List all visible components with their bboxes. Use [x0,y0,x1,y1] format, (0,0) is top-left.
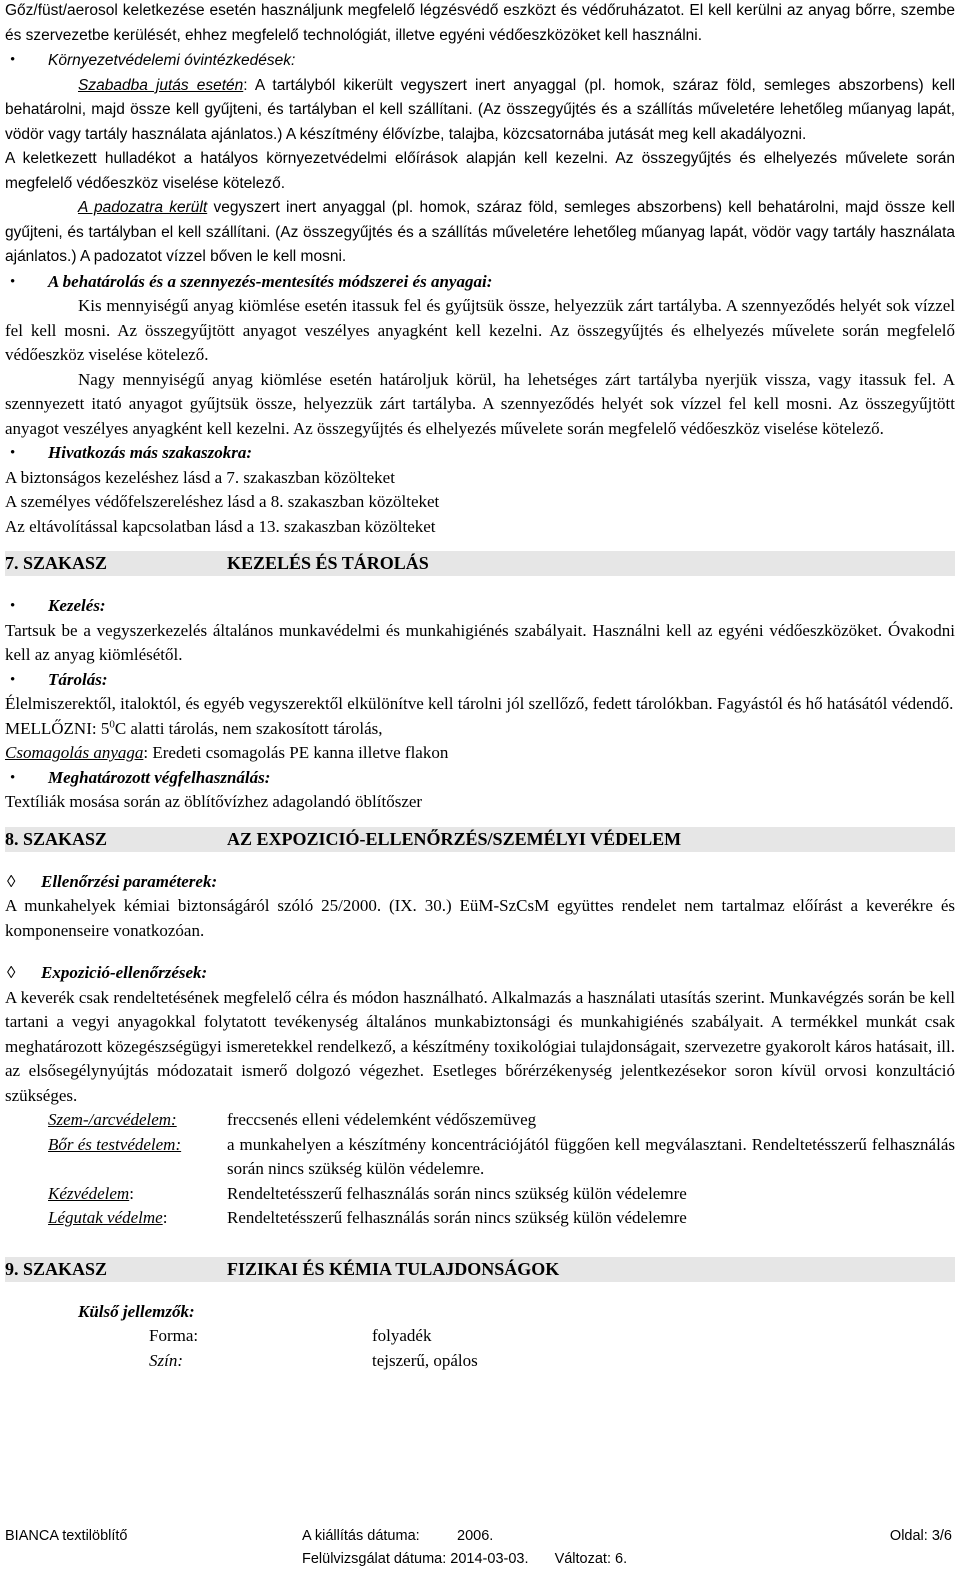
respiratory-protection-row [5,1206,955,1231]
section-8-title: AZ EXPOZICIÓ-ELLENŐRZÉS/SZEMÉLYI VÉDELEM [227,828,682,849]
control-params-title: Ellenőrzési paraméterek: [41,871,218,891]
respiratory-protection-label-wrap [48,1206,227,1231]
env-release-text: A tartályból kikerült vegyszert inert anyaggal (pl. homok, száraz föld, semleges abszorbens) kell behatárolni, majd össze kell gyűjteni, és tartályban el kell szállítani. (Az összegyűjtés és a szállítás műveletére lehetőleg műanyag lapát, vödör vagy tartály használata ajánlatos.) A készítmény élővízbe, talajba, közcsatornába jutását meg kell akadályozni. [5,76,956,143]
exposure-controls-text: A keverék csak rendeltetésének megfelelő célra és módon használható. Alkalmazás a használati utasítás szerint. Munkavégzés során be kell tartani a vegyi anyagokkal folytatott tevékenység általános munkabiztonsági és munkahigiénés szabályait. A termékkel munkát csak meghatározott közegészségügyi ismeretekkel rendelkező, a készítmény toxikológiai tulajdonságait, szervezetre gyakorolt káros hatásait, ill. az elsősegélynyújtás módozatait ismerő dolgozó végezhet. Esetleges bőrérzékenység jelentkezésekor soron kívül orvosi konzultáció szükséges. [5,987,955,1105]
references-bullet [5,441,955,466]
page-footer [5,1525,952,1571]
hand-protection-row [5,1182,955,1207]
packaging-line [5,741,955,766]
color-value: tejszerű, opálos [372,1350,478,1370]
footer-page-number: Oldal: 3/6 [889,1528,952,1544]
color-label: Szín: [149,1350,183,1370]
storage-text: Élelmiszerektől, italoktól, és egyéb vegyszerektől elkülönítve kell tárolni jól szellőző, fedett tárolókban. Fagyástól és hő hatásától védendő. [5,694,954,713]
form-row [5,1324,955,1349]
section-7-heading [5,551,955,576]
avoid-suffix: C alatti tárolás, nem szakosított tárolás, [114,718,383,738]
section-9-title: FIZIKAI ÉS KÉMIA TULAJDONSÁGOK [227,1258,560,1279]
containment-small-paragraph: Kis mennyiségű anyag kiömlése esetén itassuk fel és gyűjtsük össze, helyezzük zárt tartályba. A szennyeződés helyét sok vízzel fel kell mosni. Az összegyűjtött anyagot veszélyes anyagként kell kezelni. Az összegyűjtés és elhelyezés művelete során megfelelő védőeszköz viselése kötelező. [5,296,955,364]
eye-protection-label: Szem-/arcvédelem: [48,1110,177,1129]
indent-cell [79,1349,149,1374]
form-value: folyadék [372,1326,432,1345]
end-use-title: Meghatározott végfelhasználás: [48,767,271,787]
env-release-colon: : [243,76,248,94]
reference-line: A személyes védőfelszereléshez lásd a 8. szakaszban közölteket [5,492,440,511]
respiratory-protection-colon: : [162,1208,168,1227]
control-params-text: A munkahelyek kémiai biztonságáról szóló 25/2000. (IX. 30.) EüM-SzCsM együttes rendelet nem tartalmaz előírást a keverékre és komponenseire vonatkozóan. [5,896,955,940]
exposure-controls-item [5,961,955,986]
footer-review-date: Felülvizsgálat dátuma: 2014-03-03. [302,1551,529,1567]
env-precautions-bullet [5,48,955,74]
containment-title: A behatárolás és a szennyezés-mentesítés módszerei és anyagai: [48,271,493,291]
containment-bullet [5,270,955,295]
packaging-label: Csomagolás anyaga [5,743,144,762]
end-use-text: Textíliák mosása során az öblítővízhez adagolandó öblítőszer [5,792,423,811]
eye-protection-text: freccsenés elleni védelemként védőszemüveg [227,1110,537,1129]
env-release-label: Szabadba jutás esetén [78,76,244,94]
section-9-number: 9. SZAKASZ [5,1258,108,1279]
containment-large-paragraph: Nagy mennyiségű anyag kiömlése esetén határoljuk körül, ha lehetséges zárt tartályba nyerjük vissza, vagy itassuk fel. A szennyezett itató anyagot gyűjtsük össze, helyezzük zárt tartályba. A szennyeződés helyét sok vízzel fel kell mosni. Az összegyűjtött anyagot veszélyes anyagként kell kezelni. Az összegyűjtés és elhelyezés művelete során megfelelő védőeszköz viselése kötelező. [5,369,955,438]
form-label: Forma: [149,1326,199,1345]
packaging-text: : Eredeti csomagolás PE kanna illetve flakon [143,743,449,762]
footer-product: BIANCA textilöblítő [5,1528,128,1544]
floor-text: vegyszert inert anyaggal (pl. homok, száraz föld, semleges abszorbens) kell behatárolni, majd össze kell gyűjteni, és tartályban el kell szállítani. (Az összegyűjtés és a szállítás műveletére lehetőleg műanyag lapát, vödör vagy tartály használata ajánlatos.) A padozatot vízzel bőven le kell mosni. [5,199,956,265]
exposure-controls-title: Expozició-ellenőrzések: [41,963,208,982]
respiratory-protection-text: Rendeltetésszerű felhasználás során nincs szükség külön védelemre [227,1208,687,1227]
section-7-number: 7. SZAKASZ [5,553,108,573]
handling-text: Tartsuk be a vegyszerkezelés általános munkavédelmi és munkahigiénés szabályait. Használni kell az egyéni védőeszközöket. Óvakodni kell az anyag kiömlésétől. [5,620,955,664]
skin-protection-row [5,1133,955,1182]
avoid-superscript: 0 [109,717,115,730]
env-release-paragraph [5,74,955,148]
indent-cell [79,1324,149,1349]
storage-title: Tárolás: [48,669,108,689]
env-precautions-title: Környezetvédelemi óvintézkedések: [48,52,296,69]
handling-bullet [5,594,955,619]
spacer [5,943,955,961]
eye-protection-row [5,1108,955,1133]
avoid-prefix: MELLŐZNI: 5 [5,718,110,738]
handling-title: Kezelés: [48,596,106,615]
section-8-number: 8. SZAKASZ [5,828,108,849]
avoid-line [5,717,955,742]
end-use-bullet [5,766,955,791]
hand-protection-label: Kézvédelem [48,1183,130,1203]
hand-protection-colon: : [129,1183,134,1203]
section-9-heading [5,1257,955,1282]
ppe-intro-paragraph: Gőz/füst/aerosol keletkezése esetén használjunk megfelelő légzésvédő eszközt és védőruházatot. El kell kerülni az anyag bőrre, szembe és szervezetbe kerülését, ehhez megfelelő technológiát, illetve egyéni védőeszközöket kell használni. [5,2,955,44]
footer-issue-value: 2006. [457,1528,494,1544]
floor-label: A padozatra került [78,199,208,216]
skin-protection-text: a munkahelyen a készítmény koncentrációjától függően kell megválasztani. Rendeltetésszerű felhasználás során nincs szükség külön védelemre. [227,1134,955,1178]
footer-issue-label: A kiállítás dátuma: [302,1528,420,1544]
storage-bullet [5,668,955,693]
respiratory-protection-label: Légutak védelme [48,1208,163,1227]
reference-line: A biztonságos kezeléshez lásd a 7. szakaszban közölteket [5,467,395,487]
color-row [5,1349,955,1374]
floor-paragraph [5,196,955,270]
external-props-title: Külső jellemzők: [78,1301,195,1321]
section-8-heading [5,827,955,852]
reference-line: Az eltávolítással kapcsolatban lásd a 13. szakaszban közölteket [5,516,436,536]
control-params-item [5,870,955,895]
env-waste-paragraph: A keletkezett hulladékot a hatályos környezetvédelmi előírások alapján kell kezelni. Az összegyűjtés és elhelyezés művelete során megfelelő védőeszköz viselése kötelező. [5,150,955,192]
references-title: Hivatkozás más szakaszokra: [48,443,253,462]
hand-protection-label-wrap [48,1182,227,1207]
footer-version: Változat: 6. [554,1551,628,1567]
section-7-title: KEZELÉS ÉS TÁROLÁS [227,553,429,573]
skin-protection-label: Bőr és testvédelem: [48,1134,182,1154]
hand-protection-text: Rendeltetésszerű felhasználás során nincs szükség külön védelemre [227,1183,687,1203]
